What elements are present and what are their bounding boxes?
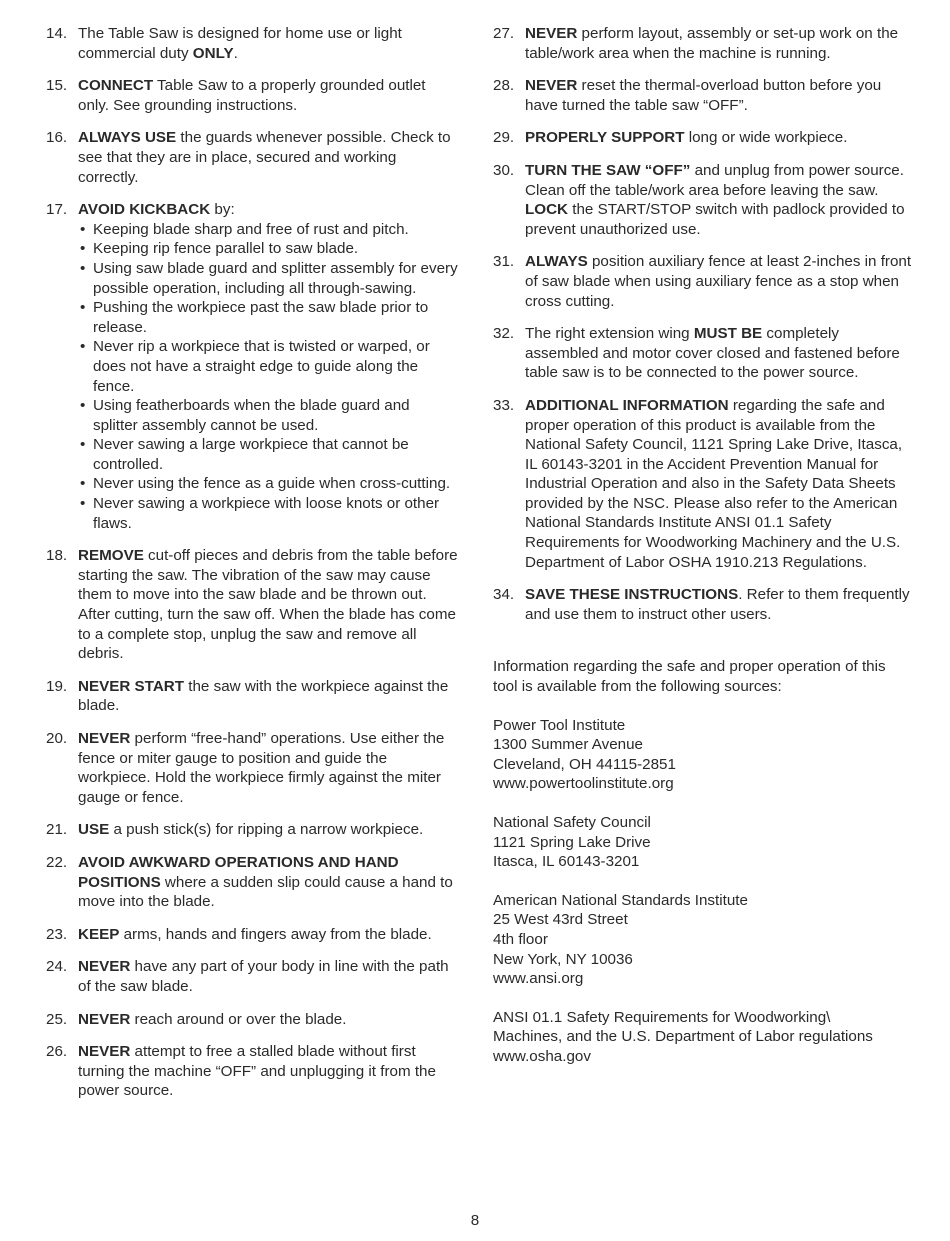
rule-keyword: USE bbox=[78, 821, 110, 839]
rule-number: 19. bbox=[46, 677, 68, 695]
source-line: Itasca, IL 60143-3201 bbox=[493, 853, 640, 871]
rule-keyword: NEVER bbox=[78, 730, 131, 747]
rule-keyword: LOCK bbox=[525, 201, 569, 219]
rule-number: 33. bbox=[493, 396, 515, 414]
rule-keyword: AVOID AWKWARD OPERATIONS AND HAND POSITIONS bbox=[78, 853, 399, 891]
rule-text: perform layout, assembly or set-up work on the table/work area when the machine is running. bbox=[525, 25, 899, 62]
rule-number: 31. bbox=[493, 253, 515, 271]
rule-number: 29. bbox=[493, 129, 515, 147]
source-line: ANSI 01.1 Safety Requirements for Woodworking\ bbox=[493, 1008, 831, 1026]
bullet-item: • Never using the fence as a guide when cross-cutting. bbox=[78, 474, 458, 494]
safety-rule-17 bbox=[46, 200, 458, 533]
rule-text: regarding the safe and proper operation of this product is available from the National Safety Council, 1121 Spring Lake Drive, Itasca, IL 60143-3201 in the Accident Prevention Manual for Industrial Operation and also in the Safety Data Sheets provided by the NSC. Please also refer to the American National Standards Institute ANSI 01.1 Safety Requirements for Woodworking Machinery and the U.S. Department of Labor OSHA 1910.213 Regulations. bbox=[525, 396, 903, 571]
rule-text: attempt to free a stalled blade without first turning the machine “OFF” and unplugging it from the power source. bbox=[78, 1043, 436, 1100]
rule-keyword: CONNECT bbox=[78, 77, 154, 95]
rule-number: 26. bbox=[46, 1043, 68, 1061]
bullet-item: • Pushing the workpiece past the saw blade prior to release. bbox=[78, 298, 458, 337]
safety-rule-22 bbox=[46, 853, 458, 912]
safety-rule-19 bbox=[46, 677, 458, 716]
rule-text: . Refer to them frequently and use them to instruct other users. bbox=[525, 586, 910, 623]
rule-keyword: AVOID KICKBACK bbox=[78, 201, 211, 219]
rule-keyword: NEVER bbox=[78, 958, 131, 976]
source-line: 25 West 43rd Street bbox=[493, 911, 628, 929]
bullet-item: • Never rip a workpiece that is twisted or warped, or does not have a straight edge to guide along the fence. bbox=[78, 337, 458, 396]
rule-keyword: TURN THE SAW “OFF” bbox=[525, 161, 691, 179]
safety-rule-16 bbox=[46, 128, 458, 187]
rule-text: reach around or over the blade. bbox=[130, 1010, 347, 1028]
rule-number: 16. bbox=[46, 129, 68, 147]
rule-text: perform “free-hand” operations. Use either the fence or miter gauge to position and guide the workpiece. Hold the workpiece firmly against the miter gauge or fence. bbox=[78, 730, 445, 806]
safety-rule-21 bbox=[46, 820, 458, 840]
rule-text: Table Saw to a properly grounded outlet only. See grounding instructions. bbox=[78, 77, 426, 114]
rule-keyword: SAVE THESE INSTRUCTIONS bbox=[525, 586, 739, 604]
rule-keyword: NEVER START bbox=[78, 677, 185, 695]
rule-text: have any part of your body in line with the path of the saw blade. bbox=[78, 958, 449, 995]
safety-rule-18 bbox=[46, 546, 458, 664]
rule-keyword: NEVER bbox=[525, 77, 578, 95]
rule-keyword: NEVER bbox=[525, 25, 578, 42]
rule-keyword: MUST BE bbox=[693, 325, 763, 343]
rule-text: the START/STOP switch with padlock provided to prevent unauthorized use. bbox=[525, 201, 905, 238]
rule-text: The right extension wing bbox=[525, 325, 694, 343]
page-number: 8 bbox=[470, 1212, 480, 1229]
kickback-bullet-list bbox=[78, 220, 458, 534]
source-line: 1121 Spring Lake Drive bbox=[493, 833, 651, 851]
safety-rule-31 bbox=[493, 252, 913, 311]
rule-keyword: NEVER bbox=[78, 1010, 131, 1028]
source-national-safety-council bbox=[493, 813, 913, 872]
rule-text: by: bbox=[210, 201, 235, 219]
rule-number: 30. bbox=[493, 161, 515, 179]
bullet-item: • Never sawing a large workpiece that cannot be controlled. bbox=[78, 435, 458, 474]
safety-rule-34 bbox=[493, 585, 913, 624]
bullet-item: • Using saw blade guard and splitter assembly for every possible operation, including all through-sawing. bbox=[78, 259, 458, 298]
rule-number: 34. bbox=[493, 586, 515, 604]
safety-rule-30 bbox=[493, 161, 913, 239]
rule-number: 23. bbox=[46, 925, 68, 943]
safety-rule-29 bbox=[493, 128, 913, 148]
source-url: www.osha.gov bbox=[493, 1047, 591, 1065]
source-power-tool-institute bbox=[493, 716, 913, 794]
bullet-item: • Keeping rip fence parallel to saw blade. bbox=[78, 239, 458, 259]
source-ansi bbox=[493, 891, 913, 989]
rule-number: 25. bbox=[46, 1010, 68, 1028]
rule-number: 18. bbox=[46, 547, 68, 565]
source-line: National Safety Council bbox=[493, 814, 651, 831]
rule-number: 17. bbox=[46, 201, 68, 219]
safety-rule-15 bbox=[46, 76, 458, 115]
rule-number: 22. bbox=[46, 853, 68, 871]
rule-text: where a sudden slip could cause a hand to move into the blade. bbox=[78, 873, 453, 911]
bullet-item: • Never sawing a workpiece with loose knots or other flaws. bbox=[78, 494, 458, 533]
rule-keyword: ALWAYS bbox=[525, 253, 588, 271]
rule-text: the saw with the workpiece against the blade. bbox=[78, 677, 449, 715]
rule-text: reset the thermal-overload button before you have turned the table saw “OFF”. bbox=[525, 77, 882, 114]
source-url: www.ansi.org bbox=[493, 970, 584, 988]
rule-keyword: ADDITIONAL INFORMATION bbox=[525, 396, 729, 414]
safety-rule-26 bbox=[46, 1042, 458, 1101]
rule-text: and unplug from power source. Clean off the table/work area before leaving the saw. bbox=[525, 161, 904, 199]
source-line: American National Standards Institute bbox=[493, 891, 748, 909]
rule-keyword: REMOVE bbox=[78, 547, 144, 565]
source-line: Power Tool Institute bbox=[493, 716, 626, 734]
rule-text: The Table Saw is designed for home use or light commercial duty bbox=[78, 25, 402, 62]
safety-rule-25 bbox=[46, 1010, 458, 1030]
source-line: Cleveland, OH 44115-2851 bbox=[493, 755, 676, 773]
rule-keyword: ALWAYS USE bbox=[78, 129, 177, 147]
safety-rule-27 bbox=[493, 24, 913, 63]
safety-rule-33 bbox=[493, 396, 913, 572]
bullet-item: • Using featherboards when the blade guard and splitter assembly cannot be used. bbox=[78, 396, 458, 435]
source-line: New York, NY 10036 bbox=[493, 950, 633, 968]
rule-number: 14. bbox=[46, 25, 68, 42]
rule-text: cut-off pieces and debris from the table before starting the saw. The vibration of the saw may cause them to move into the saw blade and be thrown out. After cutting, turn the saw off. When the blade has come to a complete stop, unplug the saw and remove all debris. bbox=[78, 547, 458, 663]
rule-keyword: ONLY bbox=[192, 44, 234, 62]
rule-text: long or wide workpiece. bbox=[684, 129, 848, 147]
rule-number: 15. bbox=[46, 77, 68, 95]
source-osha bbox=[493, 1008, 913, 1067]
source-url: www.powertoolinstitute.org bbox=[493, 775, 674, 793]
rule-keyword: KEEP bbox=[78, 925, 120, 943]
rule-text: the guards whenever possible. Check to see that they are in place, secured and working correctly. bbox=[78, 129, 451, 186]
safety-rule-28 bbox=[493, 76, 913, 115]
rule-text: arms, hands and fingers away from the blade. bbox=[119, 925, 432, 943]
rule-text: completely assembled and motor cover closed and fastened before table saw is to be connected to the power source. bbox=[525, 325, 900, 382]
source-line: Machines, and the U.S. Department of Labor regulations bbox=[493, 1028, 873, 1046]
right-column bbox=[493, 24, 913, 1067]
safety-rule-24 bbox=[46, 957, 458, 996]
rule-text: position auxiliary fence at least 2-inches in front of saw blade when using auxiliary fence as a stop when cross cutting. bbox=[525, 253, 912, 310]
info-intro: Information regarding the safe and proper operation of this tool is available from the following sources: bbox=[493, 658, 886, 696]
rule-number: 20. bbox=[46, 730, 68, 747]
rule-number: 24. bbox=[46, 958, 68, 976]
rule-number: 32. bbox=[493, 325, 515, 343]
safety-rule-20 bbox=[46, 729, 458, 807]
safety-rule-14 bbox=[46, 24, 458, 63]
left-column bbox=[46, 24, 458, 1101]
rule-number: 21. bbox=[46, 821, 68, 839]
rule-text: . bbox=[233, 44, 238, 62]
safety-rule-32 bbox=[493, 324, 913, 383]
bullet-item: • Keeping blade sharp and free of rust and pitch. bbox=[78, 220, 458, 240]
source-line: 1300 Summer Avenue bbox=[493, 736, 644, 754]
rule-number: 28. bbox=[493, 77, 515, 95]
rule-keyword: PROPERLY SUPPORT bbox=[525, 129, 685, 147]
source-line: 4th floor bbox=[493, 930, 548, 948]
rule-text: a push stick(s) for ripping a narrow workpiece. bbox=[109, 821, 424, 839]
safety-rule-23 bbox=[46, 925, 458, 945]
rule-keyword: NEVER bbox=[78, 1043, 131, 1061]
rule-number: 27. bbox=[493, 25, 515, 42]
